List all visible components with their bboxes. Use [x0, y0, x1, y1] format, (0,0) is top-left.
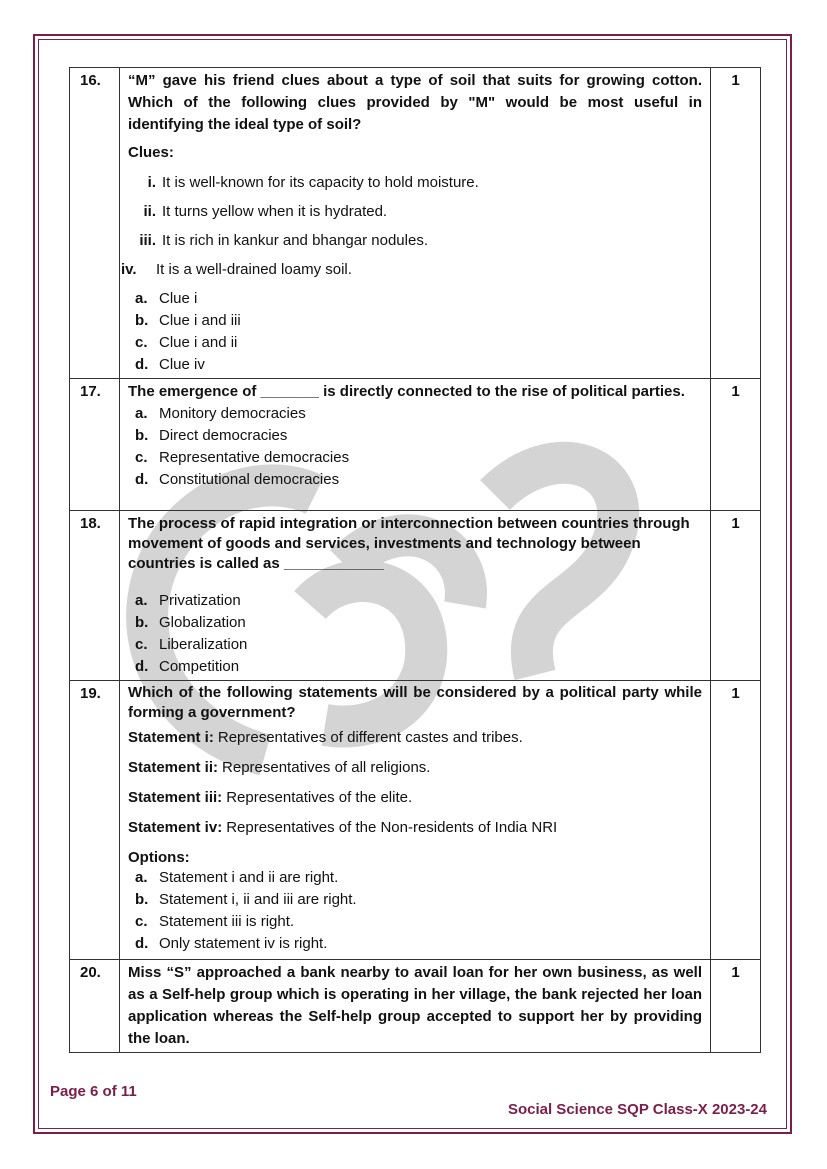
statements-list: [128, 723, 702, 843]
options-list: [128, 867, 702, 955]
question-stem: “M” gave his friend clues about a type of soil that suits for growing cotton. Which of the following clues provided by "M" would be most useful in identifying the ideal type of soil?: [128, 72, 702, 133]
option-item: [128, 354, 702, 376]
option-item: [128, 425, 702, 447]
clues-label: Clues:: [128, 144, 174, 161]
clue-roman: i.: [147, 173, 156, 191]
option-letter: d.: [135, 935, 149, 952]
clue-text: It is well-known for its capacity to hold moisture.: [162, 173, 479, 191]
option-letter: c.: [135, 449, 148, 466]
question-row-17: [70, 379, 761, 511]
option-letter: d.: [135, 658, 149, 675]
option-letter: c.: [135, 913, 148, 930]
statement-item: [128, 753, 702, 783]
questions-table: [69, 67, 761, 1053]
option-letter: c.: [135, 636, 148, 653]
options-list: [128, 288, 702, 376]
option-letter: b.: [135, 427, 149, 444]
page-number: Page 6 of 11: [50, 1083, 137, 1100]
options-label: Options:: [128, 849, 190, 866]
option-text: Clue i: [159, 290, 198, 307]
options-list: [128, 403, 702, 491]
clue-item: [121, 255, 702, 284]
document-title: Social Science SQP Class-X 2023-24: [507, 1101, 767, 1118]
statement-item: [128, 813, 702, 843]
option-text: Globalization: [159, 614, 246, 631]
question-number: 18.: [70, 511, 120, 681]
option-item: [128, 911, 702, 933]
option-item: [128, 933, 702, 955]
option-item: [128, 447, 702, 469]
option-letter: a.: [135, 592, 148, 609]
option-text: Clue i and iii: [159, 312, 241, 329]
question-row-19: [70, 681, 761, 960]
question-stem: The process of rapid integration or interconnection between countries through movement of goods and services, investments and technology between countries is called as ____________: [128, 515, 690, 572]
question-number: 17.: [70, 379, 120, 511]
option-letter: a.: [135, 869, 148, 886]
statement-label: Statement ii:: [128, 759, 219, 776]
option-text: Direct democracies: [159, 427, 288, 444]
option-item: [128, 469, 702, 491]
question-stem: The emergence of _______ is directly connected to the rise of political parties.: [128, 383, 685, 400]
question-stem: Miss “S” approached a bank nearby to avail loan for her own business, as well as a Self-help group which is operating in her village, the bank rejected her loan application whereas the Self-help group accepted to support her by providing the loan.: [128, 964, 702, 1047]
statement-label: Statement iv:: [128, 819, 223, 836]
option-item: [128, 403, 702, 425]
clue-item: [128, 168, 702, 197]
statement-label: Statement i:: [128, 729, 214, 746]
question-marks: 1: [711, 960, 761, 1053]
option-text: Monitory democracies: [159, 405, 306, 422]
option-text: Liberalization: [159, 636, 248, 653]
statement-label: Statement iii:: [128, 789, 223, 806]
option-text: Competition: [159, 658, 240, 675]
option-item: [128, 310, 702, 332]
option-letter: c.: [135, 334, 148, 351]
clue-text: It is a well-drained loamy soil.: [156, 260, 352, 278]
option-item: [128, 656, 702, 678]
option-text: Only statement iv is right.: [159, 935, 328, 952]
option-item: [128, 634, 702, 656]
option-text: Clue iv: [159, 356, 205, 373]
clue-roman: iii.: [139, 231, 156, 249]
option-letter: b.: [135, 312, 149, 329]
statement-text: Representatives of all religions.: [222, 759, 431, 776]
option-letter: d.: [135, 356, 149, 373]
statement-item: [128, 783, 702, 813]
question-row-16: [70, 68, 761, 379]
question-marks: 1: [711, 511, 761, 681]
question-marks: 1: [711, 681, 761, 960]
clue-text: It is rich in kankur and bhangar nodules.: [162, 231, 428, 249]
question-marks: 1: [711, 68, 761, 379]
clue-roman: ii.: [143, 202, 156, 220]
option-text: Statement i, ii and iii are right.: [159, 891, 357, 908]
clue-item: [128, 197, 702, 226]
option-text: Constitutional democracies: [159, 471, 340, 488]
option-item: [128, 889, 702, 911]
question-row-20: [70, 960, 761, 1053]
option-item: [128, 288, 702, 310]
option-letter: b.: [135, 614, 149, 631]
clue-roman: iv.: [121, 260, 137, 278]
question-stem: Which of the following statements will be considered by a political party while forming a government?: [128, 684, 702, 721]
option-item: [128, 332, 702, 354]
option-item: [128, 612, 702, 634]
clue-text: It turns yellow when it is hydrated.: [162, 202, 388, 220]
question-marks: 1: [711, 379, 761, 511]
statement-text: Representatives of different castes and tribes.: [217, 729, 523, 746]
option-letter: b.: [135, 891, 149, 908]
option-text: Statement i and ii are right.: [159, 869, 339, 886]
statement-text: Representatives of the elite.: [226, 789, 413, 806]
option-item: [128, 867, 702, 889]
option-letter: a.: [135, 290, 148, 307]
clues-list: [121, 168, 702, 284]
option-item: [128, 590, 702, 612]
option-text: Privatization: [159, 592, 241, 609]
option-text: Clue i and ii: [159, 334, 238, 351]
question-number: 16.: [70, 68, 120, 379]
options-list: [128, 590, 702, 678]
question-number: 20.: [70, 960, 120, 1053]
clue-item: [128, 226, 702, 255]
option-text: Representative democracies: [159, 449, 350, 466]
option-letter: a.: [135, 405, 148, 422]
question-row-18: [70, 511, 761, 681]
option-text: Statement iii is right.: [159, 913, 295, 930]
option-letter: d.: [135, 471, 149, 488]
statement-text: Representatives of the Non-residents of India NRI: [226, 819, 558, 836]
statement-item: [128, 723, 702, 753]
question-number: 19.: [70, 681, 120, 960]
